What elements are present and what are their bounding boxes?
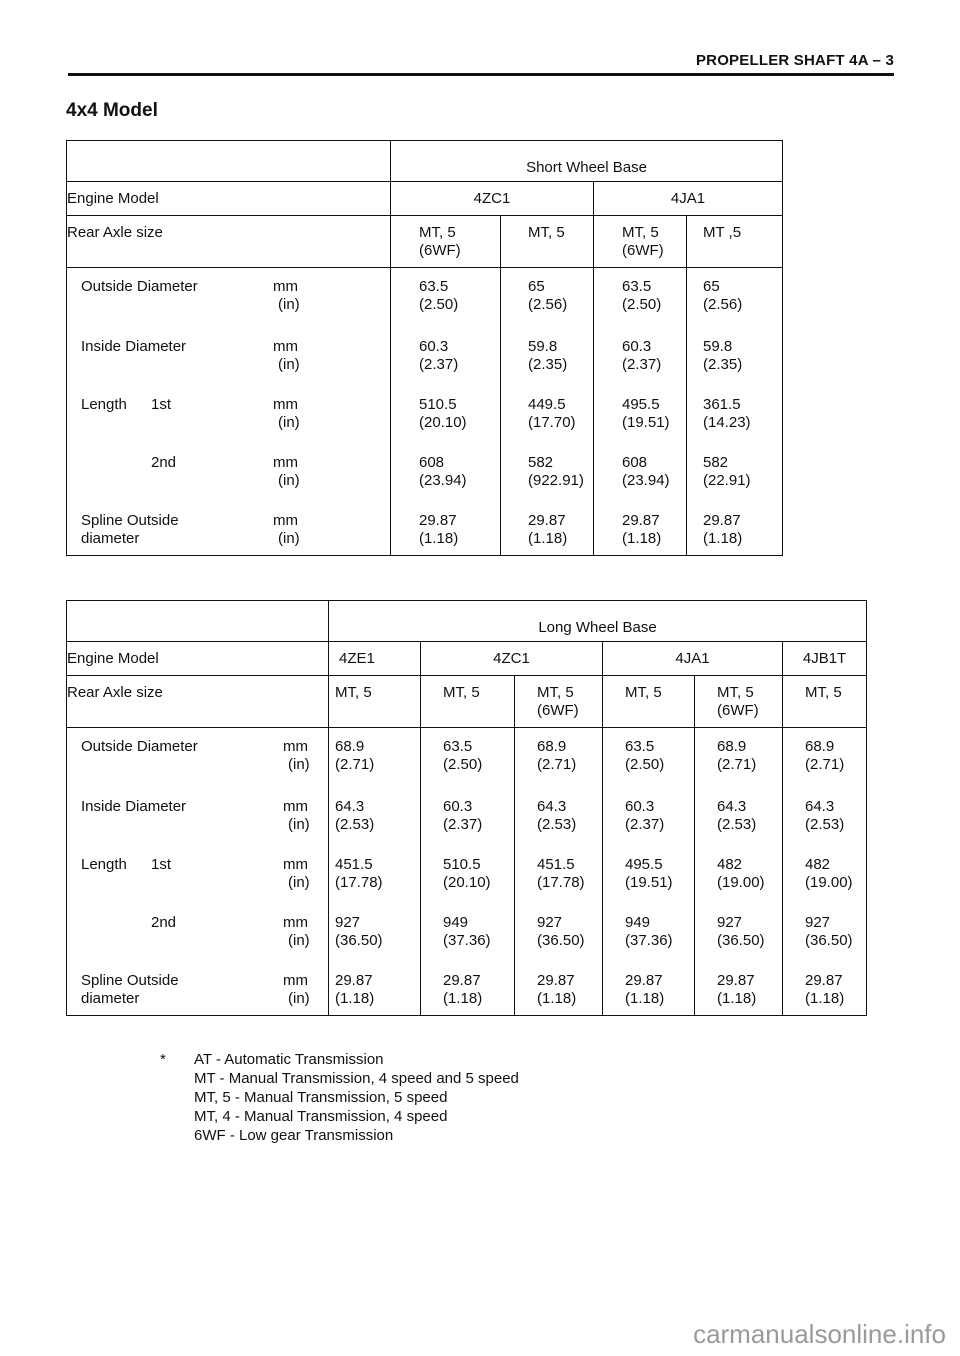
long-value-mm: 68.9	[717, 738, 747, 755]
long-axle-value: MT, 5	[537, 684, 574, 701]
short-value-in: (2.56)	[703, 296, 743, 313]
short-value-cell	[501, 384, 594, 442]
short-row-label: Length	[81, 395, 127, 413]
short-wheelbase-table	[66, 140, 783, 556]
short-value-cell	[687, 500, 783, 556]
long-value-cell	[603, 728, 695, 786]
long-wheelbase-title: Long Wheel Base	[329, 601, 867, 642]
short-row-label: Spline Outside	[81, 511, 179, 529]
short-axle-cell	[594, 216, 687, 268]
long-row-unit-mm: mm	[283, 797, 308, 815]
short-value-in: (1.18)	[419, 529, 459, 547]
long-value-in: (1.18)	[805, 989, 845, 1007]
long-value-mm: 29.87	[625, 971, 663, 989]
long-value-cell	[603, 902, 695, 960]
short-value-in: (2.35)	[528, 355, 568, 373]
short-value-in: (922.91)	[528, 471, 584, 489]
short-row-label-cell	[67, 442, 391, 500]
short-value-mm: 510.5	[419, 395, 457, 413]
long-axle-cell	[783, 676, 867, 728]
short-value-in: (2.37)	[419, 355, 459, 373]
short-value-in: (2.50)	[622, 296, 662, 313]
long-value-cell	[329, 960, 421, 1016]
long-value-cell	[421, 902, 515, 960]
long-engine-label: Engine Model	[67, 642, 329, 676]
long-row-sublabel: 1st	[151, 855, 172, 873]
short-wheelbase-title: Short Wheel Base	[391, 141, 783, 182]
short-axle-label: Rear Axle size	[67, 216, 391, 268]
long-value-in: (1.18)	[537, 989, 577, 1007]
short-value-in: (2.56)	[528, 296, 568, 313]
long-row-label: Length	[81, 855, 127, 873]
long-row-unit-mm: mm	[283, 971, 308, 989]
short-value-in: (23.94)	[622, 471, 670, 489]
short-row-unit-in: (in)	[278, 355, 300, 373]
long-axle-value: MT, 5	[335, 684, 372, 701]
long-value-in: (2.53)	[717, 815, 757, 833]
footnote-mt4: MT, 4 - Manual Transmission, 4 speed	[194, 1108, 448, 1125]
long-value-mm: 29.87	[443, 971, 481, 989]
short-row-unit-mm: mm	[273, 337, 298, 355]
long-value-in: (1.18)	[625, 989, 665, 1007]
short-value-in: (22.91)	[703, 471, 751, 489]
short-value-cell	[594, 268, 687, 326]
long-engine-4ze1: 4ZE1	[329, 642, 421, 676]
short-spec-row	[67, 326, 783, 384]
short-value-mm: 495.5	[622, 395, 660, 413]
footnote-at: AT - Automatic Transmission	[194, 1051, 384, 1068]
long-axle-value: MT, 5	[443, 684, 480, 701]
long-value-mm: 29.87	[805, 971, 843, 989]
long-value-in: (2.37)	[443, 815, 483, 833]
short-spec-row	[67, 268, 783, 326]
short-row-unit-in: (in)	[278, 529, 300, 547]
long-engine-4ja1: 4JA1	[603, 642, 783, 676]
long-spec-row	[67, 960, 867, 1016]
long-value-mm: 927	[335, 913, 361, 931]
long-value-cell	[783, 902, 867, 960]
short-value-cell	[391, 384, 501, 442]
watermark: carmanualsonline.info	[693, 1319, 946, 1349]
short-value-mm: 608	[622, 453, 648, 471]
short-engine-4ja1: 4JA1	[594, 182, 783, 216]
long-corner-cell	[67, 601, 329, 642]
short-value-mm: 63.5	[622, 278, 652, 295]
short-value-mm: 29.87	[703, 511, 741, 529]
long-value-cell	[695, 902, 783, 960]
long-axle-label: Rear Axle size	[67, 676, 329, 728]
long-value-cell	[515, 844, 603, 902]
short-axle-cell	[687, 216, 783, 268]
short-value-mm: 60.3	[419, 337, 449, 355]
long-axle-value: MT, 5	[717, 684, 754, 701]
long-value-cell	[603, 786, 695, 844]
long-value-in: (20.10)	[443, 873, 491, 891]
long-value-mm: 927	[537, 913, 563, 931]
long-value-mm: 29.87	[537, 971, 575, 989]
long-value-cell	[421, 844, 515, 902]
long-row-label-2: diameter	[81, 989, 140, 1007]
long-row-unit-in: (in)	[288, 931, 310, 949]
long-axle-cell	[329, 676, 421, 728]
short-engine-4zc1: 4ZC1	[391, 182, 594, 216]
short-row-label-cell	[67, 268, 391, 326]
short-corner-cell	[67, 141, 391, 182]
long-value-in: (36.50)	[335, 931, 383, 949]
long-value-in: (36.50)	[537, 931, 585, 949]
long-value-in: (2.53)	[805, 815, 845, 833]
short-value-mm: 65	[703, 278, 720, 295]
footnote-6wf: 6WF - Low gear Transmission	[194, 1127, 394, 1144]
short-axle-value: MT, 5	[419, 224, 456, 241]
long-value-cell	[515, 902, 603, 960]
long-axle-note: (6WF)	[537, 702, 579, 719]
short-value-mm: 582	[703, 453, 729, 471]
long-value-in: (2.71)	[717, 756, 757, 773]
short-value-in: (19.51)	[622, 413, 670, 431]
long-value-in: (36.50)	[805, 931, 853, 949]
long-value-cell	[515, 960, 603, 1016]
short-row-label-2: diameter	[81, 529, 140, 547]
long-value-cell	[783, 844, 867, 902]
long-value-mm: 68.9	[335, 738, 365, 755]
short-value-cell	[501, 442, 594, 500]
short-value-cell	[391, 268, 501, 326]
long-value-mm: 64.3	[805, 797, 835, 815]
long-value-in: (2.71)	[335, 756, 375, 773]
long-value-cell	[695, 844, 783, 902]
short-value-in: (17.70)	[528, 413, 576, 431]
short-value-mm: 29.87	[419, 511, 457, 529]
short-row-unit-mm: mm	[273, 278, 298, 295]
short-axle-note: (6WF)	[622, 242, 664, 259]
short-row-label: Inside Diameter	[81, 337, 187, 355]
short-value-cell	[687, 442, 783, 500]
short-value-mm: 29.87	[528, 511, 566, 529]
long-value-cell	[783, 786, 867, 844]
long-value-mm: 451.5	[537, 855, 575, 873]
long-axle-cell	[695, 676, 783, 728]
long-value-in: (1.18)	[335, 989, 375, 1007]
short-value-cell	[501, 326, 594, 384]
long-value-cell	[329, 902, 421, 960]
short-value-mm: 65	[528, 278, 545, 295]
short-value-in: (1.18)	[622, 529, 662, 547]
long-spec-row	[67, 786, 867, 844]
long-row-unit-mm: mm	[283, 913, 308, 931]
short-value-cell	[391, 500, 501, 556]
long-value-mm: 64.3	[335, 797, 365, 815]
long-value-in: (2.53)	[335, 815, 375, 833]
short-value-cell	[391, 442, 501, 500]
short-axle-value: MT, 5	[622, 224, 659, 241]
long-spec-row	[67, 902, 867, 960]
long-value-cell	[695, 786, 783, 844]
long-value-in: (17.78)	[537, 873, 585, 891]
short-row-unit-mm: mm	[273, 511, 298, 529]
short-spec-row	[67, 384, 783, 442]
long-value-cell	[515, 786, 603, 844]
long-value-in: (17.78)	[335, 873, 383, 891]
footnote-marker: *	[160, 1051, 166, 1068]
short-value-mm: 608	[419, 453, 445, 471]
long-engine-4zc1: 4ZC1	[421, 642, 603, 676]
long-value-in: (19.00)	[717, 873, 765, 891]
header-rule	[68, 73, 894, 76]
long-row-unit-in: (in)	[288, 815, 310, 833]
short-value-mm: 582	[528, 453, 554, 471]
long-value-in: (2.50)	[443, 756, 483, 773]
footnote-mt: MT - Manual Transmission, 4 speed and 5 speed	[194, 1070, 519, 1087]
short-value-cell	[687, 268, 783, 326]
long-row-label-cell	[67, 844, 329, 902]
long-axle-value: MT, 5	[805, 684, 842, 701]
long-value-cell	[603, 844, 695, 902]
short-value-in: (2.50)	[419, 296, 459, 313]
short-axle-cell	[391, 216, 501, 268]
short-row-unit-mm: mm	[273, 453, 298, 471]
short-value-in: (2.35)	[703, 355, 743, 373]
long-row-label: Spline Outside	[81, 971, 179, 989]
long-row-label: Outside Diameter	[81, 738, 198, 755]
long-value-mm: 495.5	[625, 855, 663, 873]
long-row-unit-in: (in)	[288, 873, 310, 891]
short-value-mm: 59.8	[528, 337, 558, 355]
short-value-cell	[501, 500, 594, 556]
long-value-in: (2.37)	[625, 815, 665, 833]
long-value-in: (1.18)	[717, 989, 757, 1007]
long-value-cell	[421, 960, 515, 1016]
long-value-mm: 927	[717, 913, 743, 931]
long-value-mm: 29.87	[717, 971, 755, 989]
long-value-in: (2.53)	[537, 815, 577, 833]
short-value-cell	[687, 326, 783, 384]
long-value-mm: 63.5	[625, 738, 655, 755]
long-spec-row	[67, 844, 867, 902]
long-value-in: (19.51)	[625, 873, 673, 891]
short-value-in: (23.94)	[419, 471, 467, 489]
short-spec-row	[67, 442, 783, 500]
short-axle-value: MT ,5	[703, 224, 742, 241]
long-value-cell	[329, 844, 421, 902]
long-value-in: (37.36)	[443, 931, 491, 949]
short-value-in: (14.23)	[703, 413, 751, 431]
short-value-cell	[501, 268, 594, 326]
short-row-unit-in: (in)	[278, 296, 300, 313]
short-value-cell	[594, 384, 687, 442]
long-wheelbase-table	[66, 600, 867, 1016]
long-row-sublabel: 2nd	[151, 913, 177, 931]
long-axle-note: (6WF)	[717, 702, 759, 719]
long-value-cell	[695, 728, 783, 786]
long-row-label: Inside Diameter	[81, 797, 187, 815]
section-title: 4x4 Model	[66, 100, 158, 121]
long-value-mm: 949	[443, 913, 469, 931]
long-value-cell	[695, 960, 783, 1016]
short-row-label: Outside Diameter	[81, 278, 198, 295]
long-row-label-cell	[67, 728, 329, 786]
long-row-label-cell	[67, 960, 329, 1016]
long-value-mm: 60.3	[625, 797, 655, 815]
long-value-cell	[515, 728, 603, 786]
short-row-sublabel: 2nd	[151, 453, 177, 471]
long-value-cell	[421, 786, 515, 844]
long-value-mm: 451.5	[335, 855, 373, 873]
short-value-cell	[594, 326, 687, 384]
short-value-cell	[594, 442, 687, 500]
short-row-label-cell	[67, 384, 391, 442]
short-value-cell	[594, 500, 687, 556]
long-value-mm: 482	[717, 855, 743, 873]
page-header: PROPELLER SHAFT 4A – 3	[695, 52, 894, 69]
short-value-in: (2.37)	[622, 355, 662, 373]
long-value-cell	[603, 960, 695, 1016]
long-value-cell	[783, 728, 867, 786]
long-row-unit-in: (in)	[288, 989, 310, 1007]
long-axle-value: MT, 5	[625, 684, 662, 701]
footnotes	[160, 1050, 519, 1145]
long-value-in: (19.00)	[805, 873, 853, 891]
long-value-cell	[783, 960, 867, 1016]
long-row-unit-mm: mm	[283, 738, 308, 755]
long-value-in: (2.71)	[537, 756, 577, 773]
short-value-in: (20.10)	[419, 413, 467, 431]
short-value-in: (1.18)	[528, 529, 568, 547]
long-axle-cell	[515, 676, 603, 728]
long-row-label-cell	[67, 786, 329, 844]
long-value-mm: 29.87	[335, 971, 373, 989]
short-row-label-cell	[67, 500, 391, 556]
long-row-unit-mm: mm	[283, 855, 308, 873]
long-spec-row	[67, 728, 867, 786]
long-value-cell	[421, 728, 515, 786]
long-value-mm: 927	[805, 913, 831, 931]
long-value-cell	[329, 728, 421, 786]
short-value-mm: 60.3	[622, 337, 652, 355]
long-value-in: (2.50)	[625, 756, 665, 773]
short-row-sublabel: 1st	[151, 395, 172, 413]
long-engine-4jb1t: 4JB1T	[783, 642, 867, 676]
long-value-mm: 64.3	[717, 797, 747, 815]
short-axle-value: MT, 5	[528, 224, 565, 241]
short-value-in: (1.18)	[703, 529, 743, 547]
long-value-mm: 60.3	[443, 797, 473, 815]
long-value-mm: 482	[805, 855, 831, 873]
footnote-mt5: MT, 5 - Manual Transmission, 5 speed	[194, 1089, 448, 1106]
short-row-unit-in: (in)	[278, 471, 300, 489]
long-row-unit-in: (in)	[288, 756, 310, 773]
long-value-cell	[329, 786, 421, 844]
long-value-mm: 949	[625, 913, 651, 931]
short-value-mm: 63.5	[419, 278, 449, 295]
long-value-mm: 68.9	[537, 738, 567, 755]
short-spec-row	[67, 500, 783, 556]
long-value-in: (1.18)	[443, 989, 483, 1007]
short-engine-label: Engine Model	[67, 182, 391, 216]
short-row-unit-in: (in)	[278, 413, 300, 431]
short-axle-note: (6WF)	[419, 242, 461, 259]
short-axle-cell	[501, 216, 594, 268]
long-value-in: (37.36)	[625, 931, 673, 949]
long-axle-cell	[603, 676, 695, 728]
short-value-mm: 29.87	[622, 511, 660, 529]
long-value-in: (36.50)	[717, 931, 765, 949]
long-value-mm: 64.3	[537, 797, 567, 815]
short-row-label-cell	[67, 326, 391, 384]
long-axle-cell	[421, 676, 515, 728]
long-value-mm: 63.5	[443, 738, 473, 755]
short-row-unit-mm: mm	[273, 395, 298, 413]
long-row-label-cell	[67, 902, 329, 960]
short-value-mm: 361.5	[703, 395, 741, 413]
short-value-mm: 449.5	[528, 395, 566, 413]
long-value-mm: 510.5	[443, 855, 481, 873]
long-value-mm: 68.9	[805, 738, 835, 755]
short-value-cell	[687, 384, 783, 442]
short-value-cell	[391, 326, 501, 384]
short-value-mm: 59.8	[703, 337, 733, 355]
long-value-in: (2.71)	[805, 756, 845, 773]
